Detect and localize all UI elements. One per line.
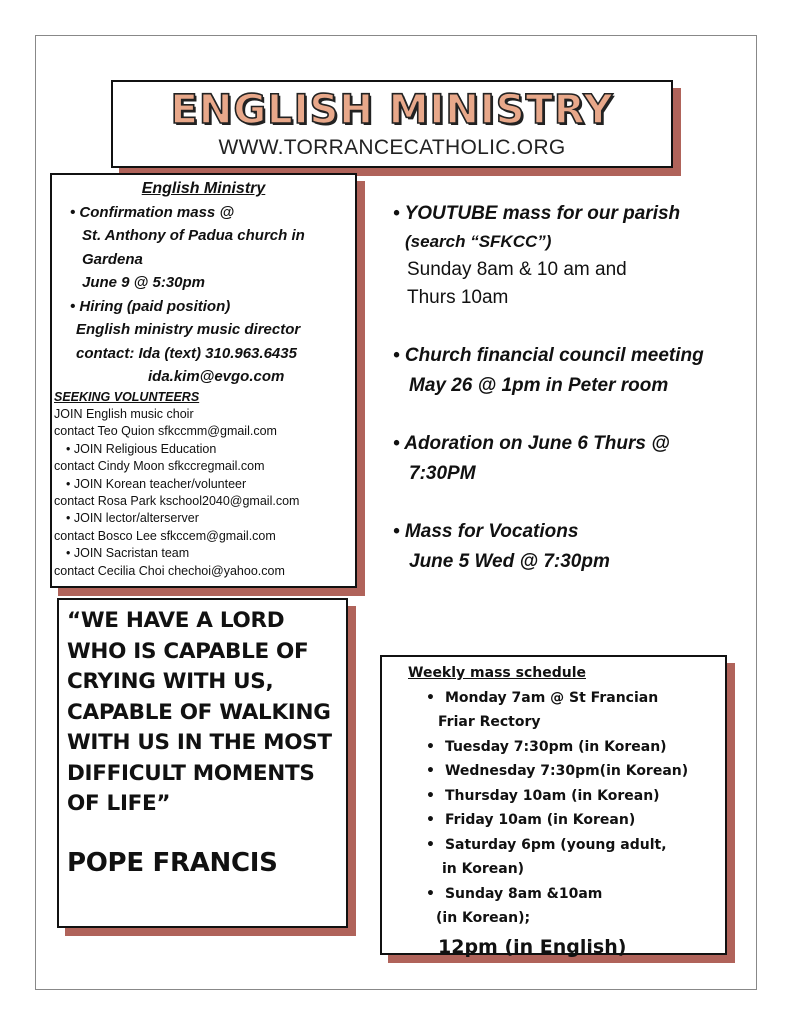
text-line: • Church financial council meeting xyxy=(393,345,704,366)
adoration-announcement xyxy=(393,430,763,488)
text-line: contact Teo Quion sfkccmm@gmail.com xyxy=(54,424,277,439)
schedule-item: • Tuesday 7:30pm (in Korean) xyxy=(426,735,725,760)
text-line: • YOUTUBE mass for our parish xyxy=(393,203,681,224)
text-line: contact Bosco Lee sfkccem@gmail.com xyxy=(54,528,276,543)
announcements xyxy=(393,200,763,606)
text-line: Gardena xyxy=(82,250,143,268)
schedule-heading: Weekly mass schedule xyxy=(408,665,586,681)
schedule-item: • Saturday 6pm (young adult, xyxy=(426,833,725,858)
schedule-item: • Friday 10am (in Korean) xyxy=(426,808,725,833)
text-line: Thurs 10am xyxy=(407,287,509,308)
text-line: • Hiring (paid position) xyxy=(70,297,231,315)
confirmation-item xyxy=(52,201,355,295)
youtube-announcement xyxy=(393,200,763,312)
schedule-list xyxy=(408,686,725,931)
schedule-item-cont: in Korean) xyxy=(442,861,525,877)
text-line: contact Rosa Park kschool2040@gmail.com xyxy=(54,493,300,508)
text-line: contact Cecilia Choi chechoi@yahoo.com xyxy=(54,563,285,578)
vocations-announcement xyxy=(393,518,763,576)
text-line: contact: Ida (text) 310.963.6435 xyxy=(76,344,297,362)
schedule-item: • Monday 7am @ St Francian xyxy=(426,686,725,711)
schedule-item: • Sunday 8am &10am xyxy=(426,882,725,907)
text-line: ida.kim@evgo.com xyxy=(148,368,285,385)
text-line: contact Cindy Moon sfkccregmail.com xyxy=(54,459,265,474)
schedule-item-cont: (in Korean); xyxy=(436,910,531,926)
title: ENGLISH MINISTRY xyxy=(170,87,614,133)
text-line: JOIN English music choir xyxy=(54,406,194,421)
text-line: • JOIN Religious Education xyxy=(66,441,217,456)
schedule-item: • Thursday 10am (in Korean) xyxy=(426,784,725,809)
website-url: WWW.TORRANCECATHOLIC.ORG xyxy=(218,136,566,159)
text-line: Sunday 8am & 10 am and xyxy=(407,259,627,280)
text-line: • JOIN lector/alterserver xyxy=(66,511,199,526)
text-line: St. Anthony of Padua church in xyxy=(82,227,305,244)
council-announcement xyxy=(393,342,763,400)
text-line: June 9 @ 5:30pm xyxy=(82,274,206,291)
text-line: June 5 Wed @ 7:30pm xyxy=(409,551,610,572)
volunteers-heading: SEEKING VOLUNTEERS xyxy=(54,389,200,404)
schedule-item: • Wednesday 7:30pm(in Korean) xyxy=(426,759,725,784)
text-line: (search “SFKCC”) xyxy=(405,232,552,251)
text-line: May 26 @ 1pm in Peter room xyxy=(409,375,669,396)
schedule-item-cont: Friar Rectory xyxy=(438,714,541,730)
quote-author: POPE FRANCIS xyxy=(67,847,278,878)
hiring-item xyxy=(52,295,355,389)
english-mass-time: 12pm (in English) xyxy=(438,935,627,958)
mass-schedule-box xyxy=(380,655,727,958)
text-line: English ministry music director xyxy=(76,321,301,338)
text-line: • Adoration on June 6 Thurs @ xyxy=(393,433,670,454)
text-line: 7:30PM xyxy=(409,463,476,484)
header-banner xyxy=(111,80,673,168)
text-line: • Confirmation mass @ xyxy=(70,203,235,221)
text-line: • JOIN Sacristan team xyxy=(66,546,190,561)
text-line: • Mass for Vocations xyxy=(393,521,579,542)
text-line: • JOIN Korean teacher/volunteer xyxy=(66,476,247,491)
quote-box xyxy=(57,598,348,928)
volunteers-list xyxy=(52,406,355,580)
quote-text: “WE HAVE A LORD WHO IS CAPABLE OF CRYING WITH US, CAPABLE OF WALKING WITH US IN THE MOST DIFFICULT MOMENTS OF LIFE” xyxy=(67,608,332,816)
ministry-heading: English Ministry xyxy=(141,180,266,197)
ministry-box xyxy=(50,173,357,588)
